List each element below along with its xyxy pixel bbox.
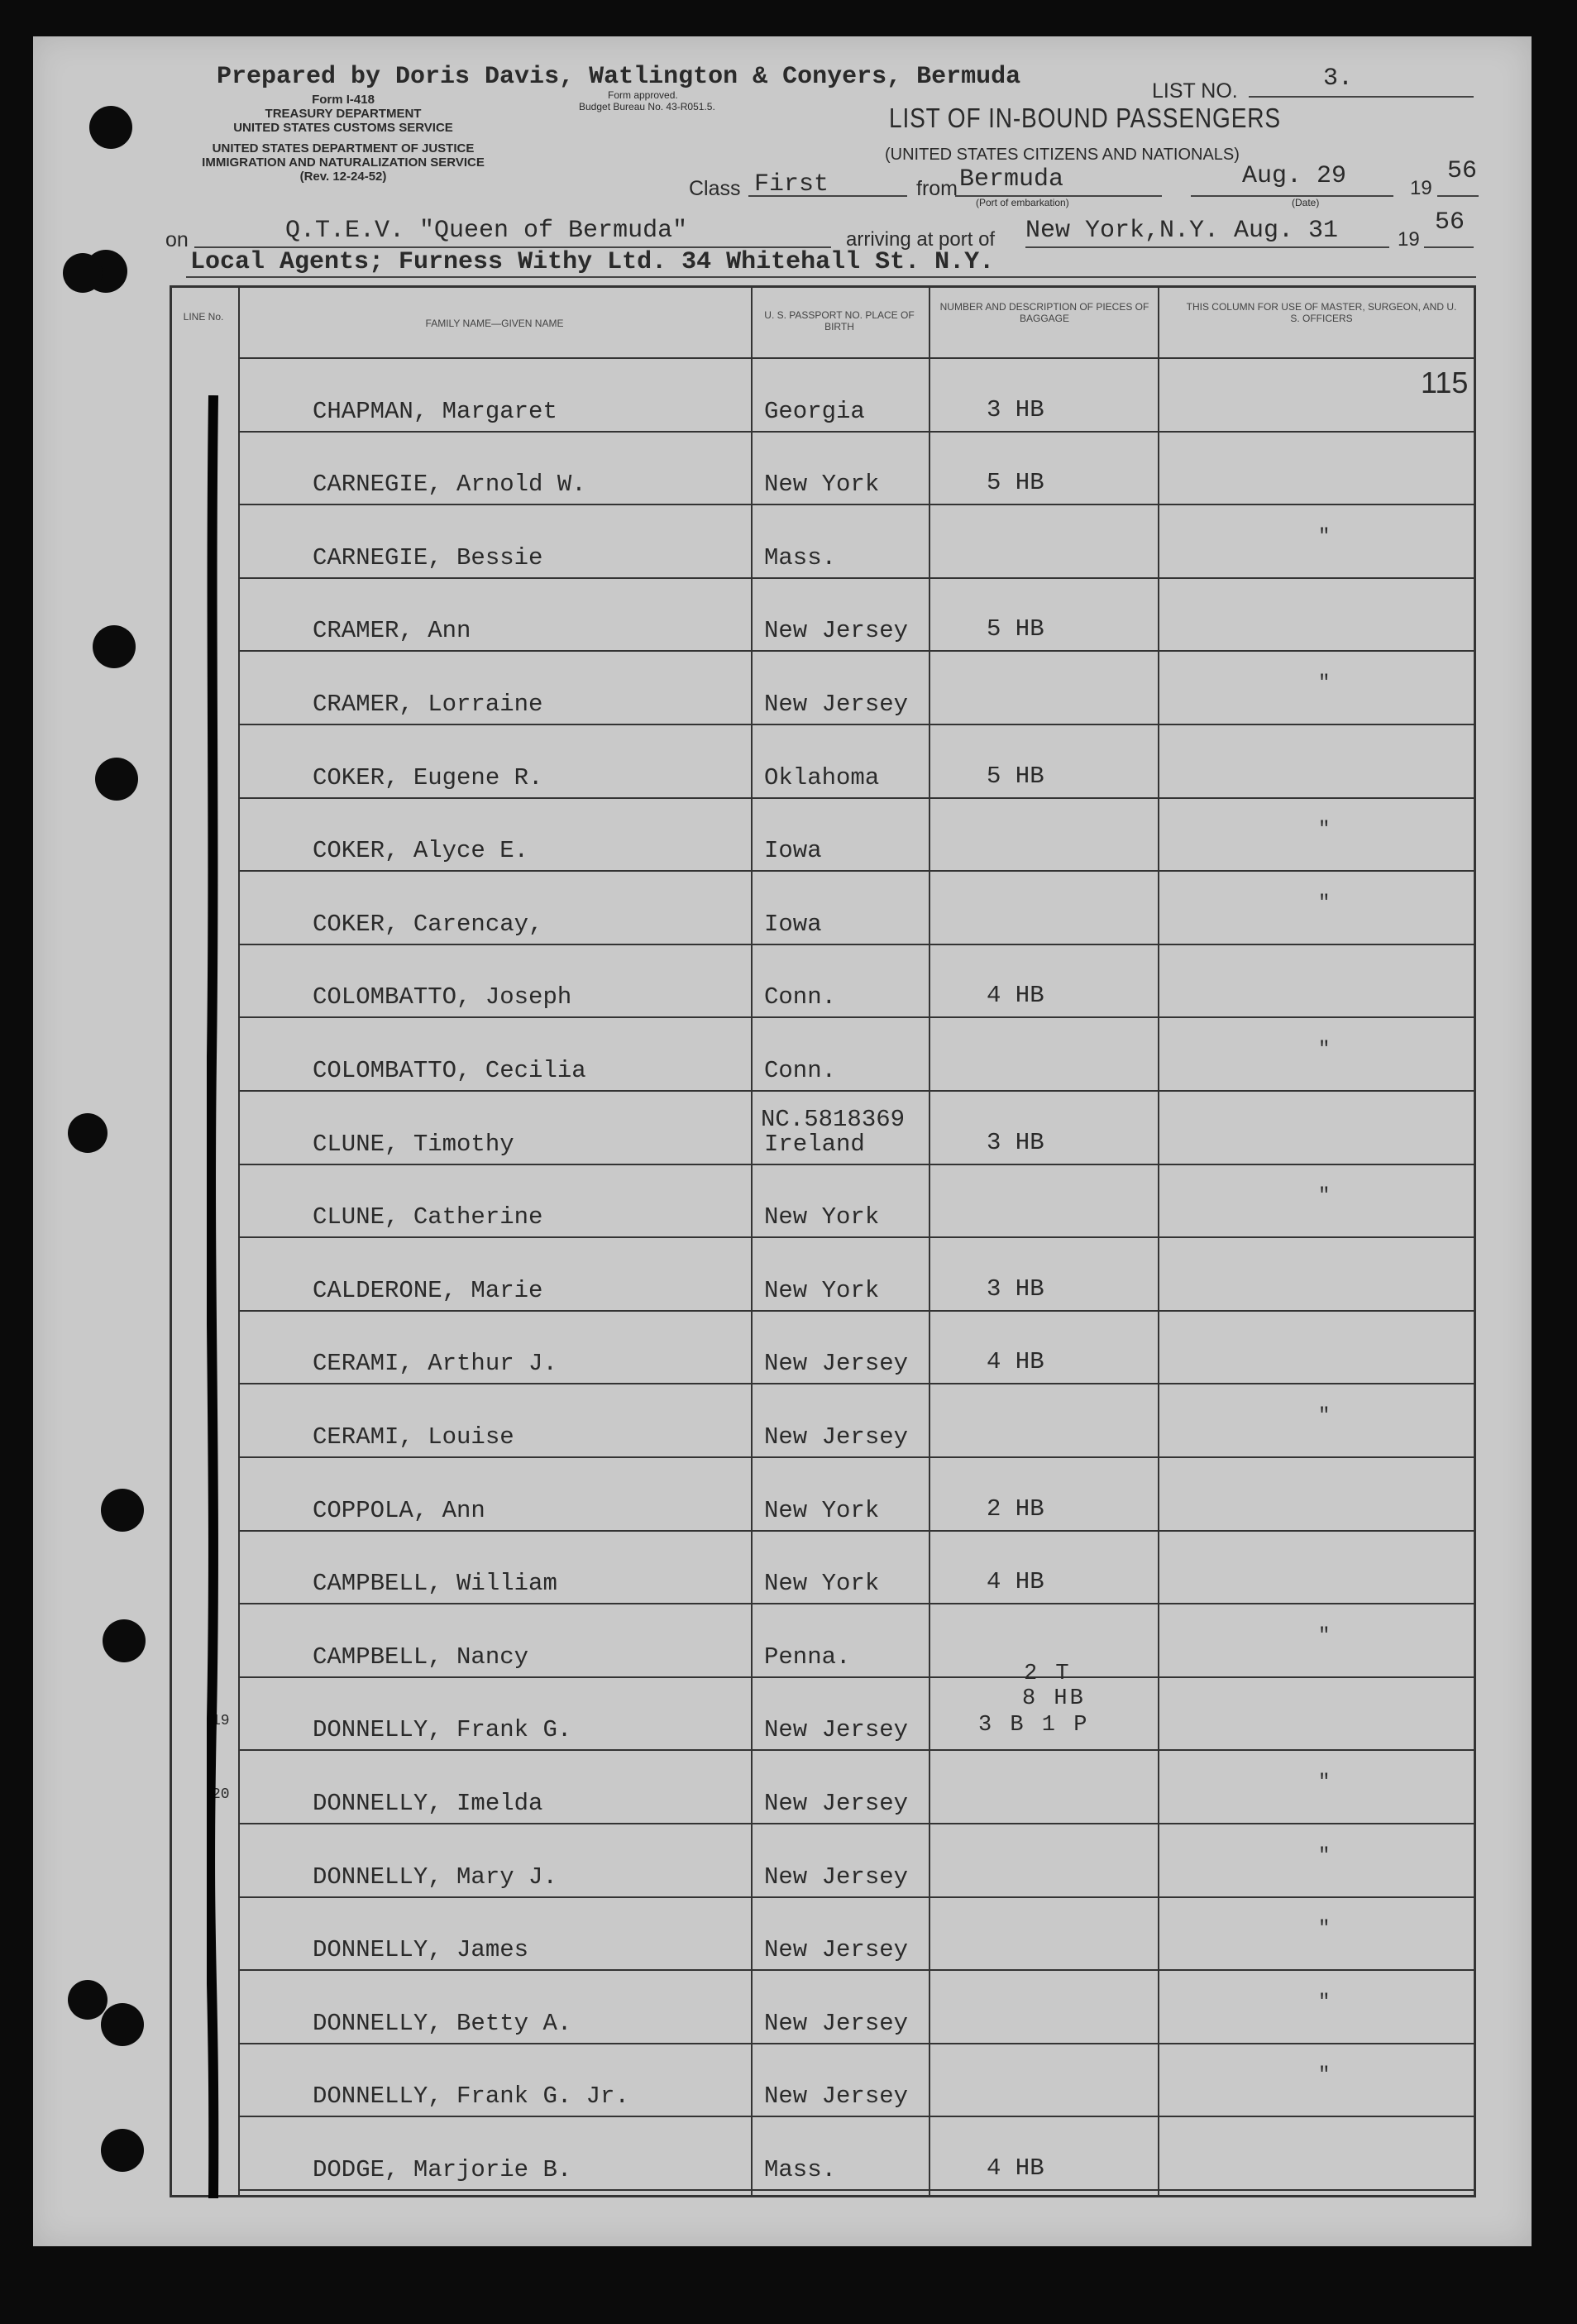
baggage-count: 3 HB xyxy=(987,395,1044,423)
row-rule xyxy=(240,1090,1474,1092)
list-no: 3. xyxy=(1323,65,1354,93)
binder-hole xyxy=(68,1980,108,2020)
col-passport: U. S. PASSPORT NO. PLACE OF BIRTH xyxy=(764,309,915,332)
header-rule xyxy=(240,357,1474,359)
row-rule xyxy=(240,944,1474,945)
col-line-no: LINE No. xyxy=(183,311,224,323)
passenger-name: DONNELLY, Frank G. Jr. xyxy=(313,2083,629,2111)
place-of-birth: Oklahoma xyxy=(764,763,880,791)
baggage-count: 5 HB xyxy=(987,615,1044,643)
form-title: LIST OF IN-BOUND PASSENGERS xyxy=(889,103,1281,133)
baggage-count: 5 HB xyxy=(987,762,1044,790)
binder-hole xyxy=(93,625,136,668)
row-rule xyxy=(240,1164,1474,1165)
place-of-birth: New Jersey xyxy=(764,1350,909,1378)
place-of-birth: New Jersey xyxy=(764,2009,909,2037)
form-subtitle: (UNITED STATES CITIZENS AND NATIONALS) xyxy=(885,146,1240,164)
binder-hole xyxy=(103,1619,146,1662)
local-agents: Local Agents; Furness Withy Ltd. 34 Whitehall St. N.Y. xyxy=(190,248,995,276)
place-of-birth: New York xyxy=(764,1496,880,1524)
row-rule xyxy=(240,431,1474,433)
ditto-mark: " xyxy=(1318,1772,1331,1794)
line-number: 20 xyxy=(212,1786,230,1803)
baggage-count: 3 HB xyxy=(987,1128,1044,1156)
passenger-name: CLUNE, Timothy xyxy=(313,1130,514,1158)
passenger-name: CRAMER, Ann xyxy=(313,617,471,645)
baggage-line: 8 HB xyxy=(1022,1686,1086,1712)
place-of-birth: New Jersey xyxy=(764,1716,909,1744)
passenger-name: COKER, Carencay, xyxy=(313,910,543,938)
budget-bureau: Budget Bureau No. 43-R051.5. xyxy=(579,101,715,112)
agency-block xyxy=(165,93,521,184)
passenger-name: COKER, Eugene R. xyxy=(313,763,543,791)
from-label: from xyxy=(916,177,958,200)
row-rule xyxy=(240,1823,1474,1824)
passenger-name: CERAMI, Louise xyxy=(313,1423,514,1451)
baggage-line: 2 T xyxy=(1024,1662,1072,1687)
place-of-birth: New Jersey xyxy=(764,617,909,645)
arrival-year-prefix: 19 xyxy=(1398,228,1420,251)
row-rule xyxy=(240,2116,1474,2117)
binder-hole xyxy=(63,253,103,293)
passenger-name: DONNELLY, Betty A. xyxy=(313,2009,572,2037)
place-of-birth: New York xyxy=(764,1276,880,1304)
ditto-mark: " xyxy=(1318,1405,1331,1427)
port-note: (Port of embarkation) xyxy=(976,197,1069,208)
place-of-birth: Conn. xyxy=(764,1057,837,1084)
ditto-mark: " xyxy=(1318,1039,1331,1061)
passenger-name: CRAMER, Lorraine xyxy=(313,691,543,718)
place-of-birth: Penna. xyxy=(764,1643,851,1671)
arrival-year: 56 xyxy=(1435,208,1465,237)
baggage-count: 2 HB xyxy=(987,1494,1044,1523)
col-baggage: NUMBER AND DESCRIPTION OF PIECES OF BAGGAGE xyxy=(939,301,1149,324)
arrival-port: New York,N.Y. Aug. 31 xyxy=(1025,217,1339,245)
baggage-count: 4 HB xyxy=(987,2154,1044,2182)
passenger-name: COLOMBATTO, Joseph xyxy=(313,983,572,1011)
vessel-name: Q.T.E.V. "Queen of Bermuda" xyxy=(285,217,688,245)
baggage-count: 5 HB xyxy=(987,469,1044,497)
row-rule xyxy=(240,1969,1474,1971)
passenger-name: DONNELLY, Imelda xyxy=(313,1790,543,1817)
depart-year: 56 xyxy=(1447,157,1478,185)
row-rule xyxy=(240,1749,1474,1751)
row-rule xyxy=(240,1383,1474,1384)
row-rule xyxy=(240,577,1474,579)
baggage-count: 4 HB xyxy=(987,1348,1044,1376)
arrival-year-line xyxy=(1424,246,1474,248)
col-name: FAMILY NAME—GIVEN NAME xyxy=(425,318,564,329)
place-of-birth: New York xyxy=(764,1570,880,1598)
list-no-line xyxy=(1249,96,1474,98)
place-of-birth: New Jersey xyxy=(764,691,909,718)
row-rule xyxy=(240,797,1474,799)
passenger-name: CARNEGIE, Arnold W. xyxy=(313,471,586,499)
ditto-mark: " xyxy=(1318,819,1331,842)
place-of-birth: Mass. xyxy=(764,2156,837,2183)
row-rule xyxy=(240,1016,1474,1018)
place-of-birth: New Jersey xyxy=(764,1863,909,1891)
date-note: (Date) xyxy=(1292,197,1320,208)
place-of-birth: New Jersey xyxy=(764,1936,909,1964)
place-of-birth: New Jersey xyxy=(764,1423,909,1451)
justice-dept: UNITED STATES DEPARTMENT OF JUSTICE xyxy=(212,141,475,155)
baggage-count: 4 HB xyxy=(987,982,1044,1010)
arrival-line xyxy=(1025,246,1389,248)
passenger-table xyxy=(170,285,1476,2197)
ditto-mark: " xyxy=(1318,2064,1331,2087)
agents-line xyxy=(186,276,1476,278)
baggage-count: 3 HB xyxy=(987,1274,1044,1303)
passport-number: NC.5818369 xyxy=(761,1105,906,1133)
place-of-birth: New Jersey xyxy=(764,2083,909,2111)
list-no-label: LIST NO. xyxy=(1152,79,1238,103)
ditto-mark: " xyxy=(1318,1624,1331,1647)
ditto-mark: " xyxy=(1318,525,1331,548)
row-rule xyxy=(240,1530,1474,1532)
page-number: 115 xyxy=(1421,366,1469,399)
margin-black-line xyxy=(207,395,220,2198)
on-label: on xyxy=(165,228,189,251)
col-officers: THIS COLUMN FOR USE OF MASTER, SURGEON, AND U. S. OFFICERS xyxy=(1186,301,1457,324)
passenger-name: DODGE, Marjorie B. xyxy=(313,2156,572,2183)
row-rule xyxy=(240,870,1474,872)
row-rule xyxy=(240,1676,1474,1678)
passenger-name: DONNELLY, Mary J. xyxy=(313,1863,557,1891)
passenger-name: DONNELLY, James xyxy=(313,1936,529,1964)
immigration-service: IMMIGRATION AND NATURALIZATION SERVICE xyxy=(202,155,485,170)
passenger-name: COLOMBATTO, Cecilia xyxy=(313,1057,586,1084)
prepared-by: Prepared by Doris Davis, Watlington & Conyers, Bermuda xyxy=(217,63,1021,91)
row-rule xyxy=(240,724,1474,725)
passenger-name: CLUNE, Catherine xyxy=(313,1203,543,1231)
baggage-count: 4 HB xyxy=(987,1568,1044,1596)
passenger-name: CAMPBELL, William xyxy=(313,1570,557,1598)
row-rule xyxy=(240,1896,1474,1898)
place-of-birth: New York xyxy=(764,1203,880,1231)
year-prefix: 19 xyxy=(1410,177,1432,199)
ditto-mark: " xyxy=(1318,1991,1331,2014)
row-rule xyxy=(240,2043,1474,2044)
binder-hole xyxy=(101,2003,144,2046)
customs-service: UNITED STATES CUSTOMS SERVICE xyxy=(233,121,453,135)
row-rule xyxy=(240,1456,1474,1458)
passenger-name: CERAMI, Arthur J. xyxy=(313,1350,557,1378)
from-value: Bermuda xyxy=(959,165,1064,194)
class-value: First xyxy=(754,170,829,198)
arriving-label: arriving at port of xyxy=(846,228,996,251)
passenger-name: DONNELLY, Frank G. xyxy=(313,1716,572,1744)
binder-hole xyxy=(89,106,132,149)
ditto-mark: " xyxy=(1318,1918,1331,1941)
revision: (Rev. 12-24-52) xyxy=(299,170,387,184)
place-of-birth: Georgia xyxy=(764,397,865,425)
ditto-mark: " xyxy=(1318,1844,1331,1867)
passenger-name: CHAPMAN, Margaret xyxy=(313,397,557,425)
place-of-birth: Iowa xyxy=(764,837,822,865)
passenger-name: COPPOLA, Ann xyxy=(313,1496,485,1524)
ditto-mark: " xyxy=(1318,892,1331,915)
binder-hole xyxy=(101,2129,144,2172)
ditto-mark: " xyxy=(1318,1185,1331,1208)
place-of-birth: Mass. xyxy=(764,543,837,571)
binder-hole xyxy=(95,758,138,801)
passenger-name: COKER, Alyce E. xyxy=(313,837,529,865)
treasury-dept: TREASURY DEPARTMENT xyxy=(265,107,422,121)
form-number: Form I-418 xyxy=(312,93,375,107)
passenger-name: CAMPBELL, Nancy xyxy=(313,1643,529,1671)
row-rule xyxy=(240,2189,1474,2191)
ditto-mark: " xyxy=(1318,672,1331,695)
row-rule xyxy=(240,504,1474,505)
place-of-birth: Iowa xyxy=(764,910,822,938)
row-rule xyxy=(240,1236,1474,1238)
place-of-birth: New York xyxy=(764,471,880,499)
row-rule xyxy=(240,1603,1474,1604)
place-of-birth: Conn. xyxy=(764,983,837,1011)
class-label: Class xyxy=(689,177,741,200)
year-line xyxy=(1437,195,1479,197)
row-rule xyxy=(240,650,1474,652)
place-of-birth: New Jersey xyxy=(764,1790,909,1817)
passenger-name: CALDERONE, Marie xyxy=(313,1276,543,1304)
depart-date: Aug. 29 xyxy=(1242,162,1347,190)
binder-hole xyxy=(101,1489,144,1532)
line-number: 19 xyxy=(212,1713,230,1730)
form-approved: Form approved. xyxy=(608,89,678,101)
row-rule xyxy=(240,1310,1474,1312)
place-of-birth: Ireland xyxy=(764,1130,865,1158)
binder-hole xyxy=(68,1113,108,1153)
baggage-line: 3 B 1 P xyxy=(978,1713,1090,1738)
passenger-name: CARNEGIE, Bessie xyxy=(313,543,543,571)
